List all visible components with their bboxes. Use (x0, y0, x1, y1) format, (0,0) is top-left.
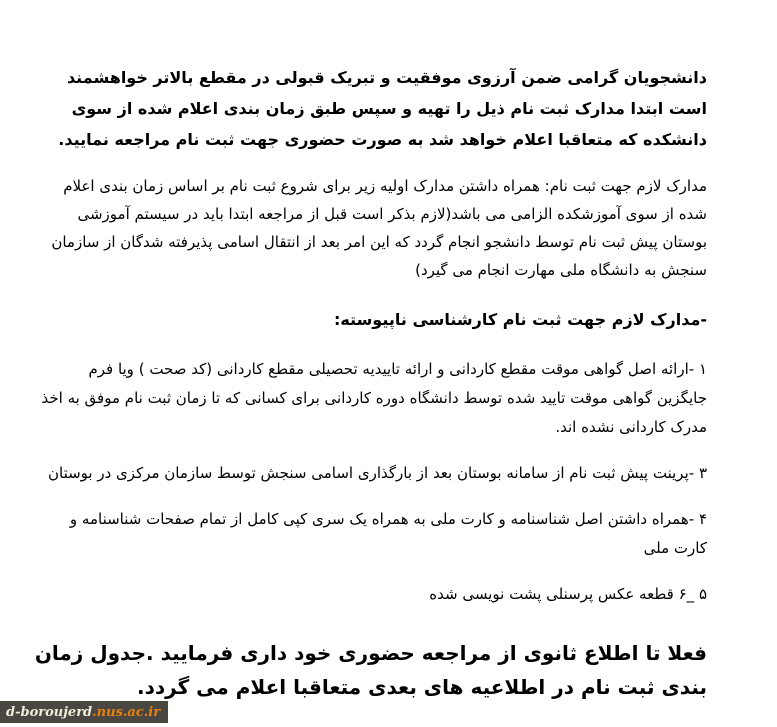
list-item: ۳ -پرینت پیش ثبت نام از سامانه بوستان بعد از بارگذاری اسامی سنجش توسط سازمان مرکزی در بوستان (47, 464, 707, 482)
list-item: ۴ -همراه داشتن اصل شناسنامه و کارت ملی به همراه یک سری کپی کامل از تمام صفحات شناسنامه و کارت ملی (69, 510, 707, 557)
intro-paragraph: دانشجویان گرامی ضمن آرزوی موفقیت و تبریک قبولی در مقطع بالاتر خواهشمند است ابتدا مدارک ثبت نام ذیل را تهیه و سپس طبق زمان بندی اعلام شده از سوی دانشکده که متعاقبا اعلام خواهد شد به صورت حضوری جهت ثبت نام مراجعه نمایید. (58, 68, 707, 149)
watermark-badge (0, 701, 168, 723)
watermark-domain-suffix: .nus.ac.ir (92, 704, 161, 720)
requirements-list (34, 355, 707, 609)
list-item: ۱ -ارائه اصل گواهی موقت مقطع کاردانی و ارائه تاییدیه تحصیلی مقطع کاردانی (کد صحت ) ویا فرم جایگزین گواهی موقت تایید شده توسط دانشگاه دوره کاردانی برای کسانی که تا زمان ثبت نام موفق به اخذ مدرک کاردانی نشده اند. (41, 360, 707, 436)
requirements-paragraph: مدارک لازم جهت ثبت نام: همراه داشتن مدارک اولیه زیر برای شروع ثبت نام بر اساس زمان بندی اعلام شده از سوی آموزشکده الزامی می باشد(لازم بذکر است قبل از مراجعه ابتدا باید در سیستم آموزشی بوستان پیش ثبت نام توسط دانشجو انجام گردد که این امر بعد از انتقال اسامی پذیرفته شدگان از سازمان سنجش به دانشگاه ملی مهارت انجام می گیرد) (51, 177, 707, 279)
section-heading: -مدارک لازم جهت ثبت نام کارشناسی ناپیوسته: (333, 310, 707, 329)
watermark-site-name: d-boroujerd (6, 704, 93, 720)
notice-paragraph: فعلا تا اطلاع ثانوی از مراجعه حضوری خود داری فرمایید .جدول زمان بندی ثبت نام در اطلاعیه های بعدی متعاقبا اعلام می گردد. (34, 641, 707, 699)
list-item: ۵ _۶ قطعه عکس پرسنلی پشت نویسی شده (429, 585, 707, 603)
